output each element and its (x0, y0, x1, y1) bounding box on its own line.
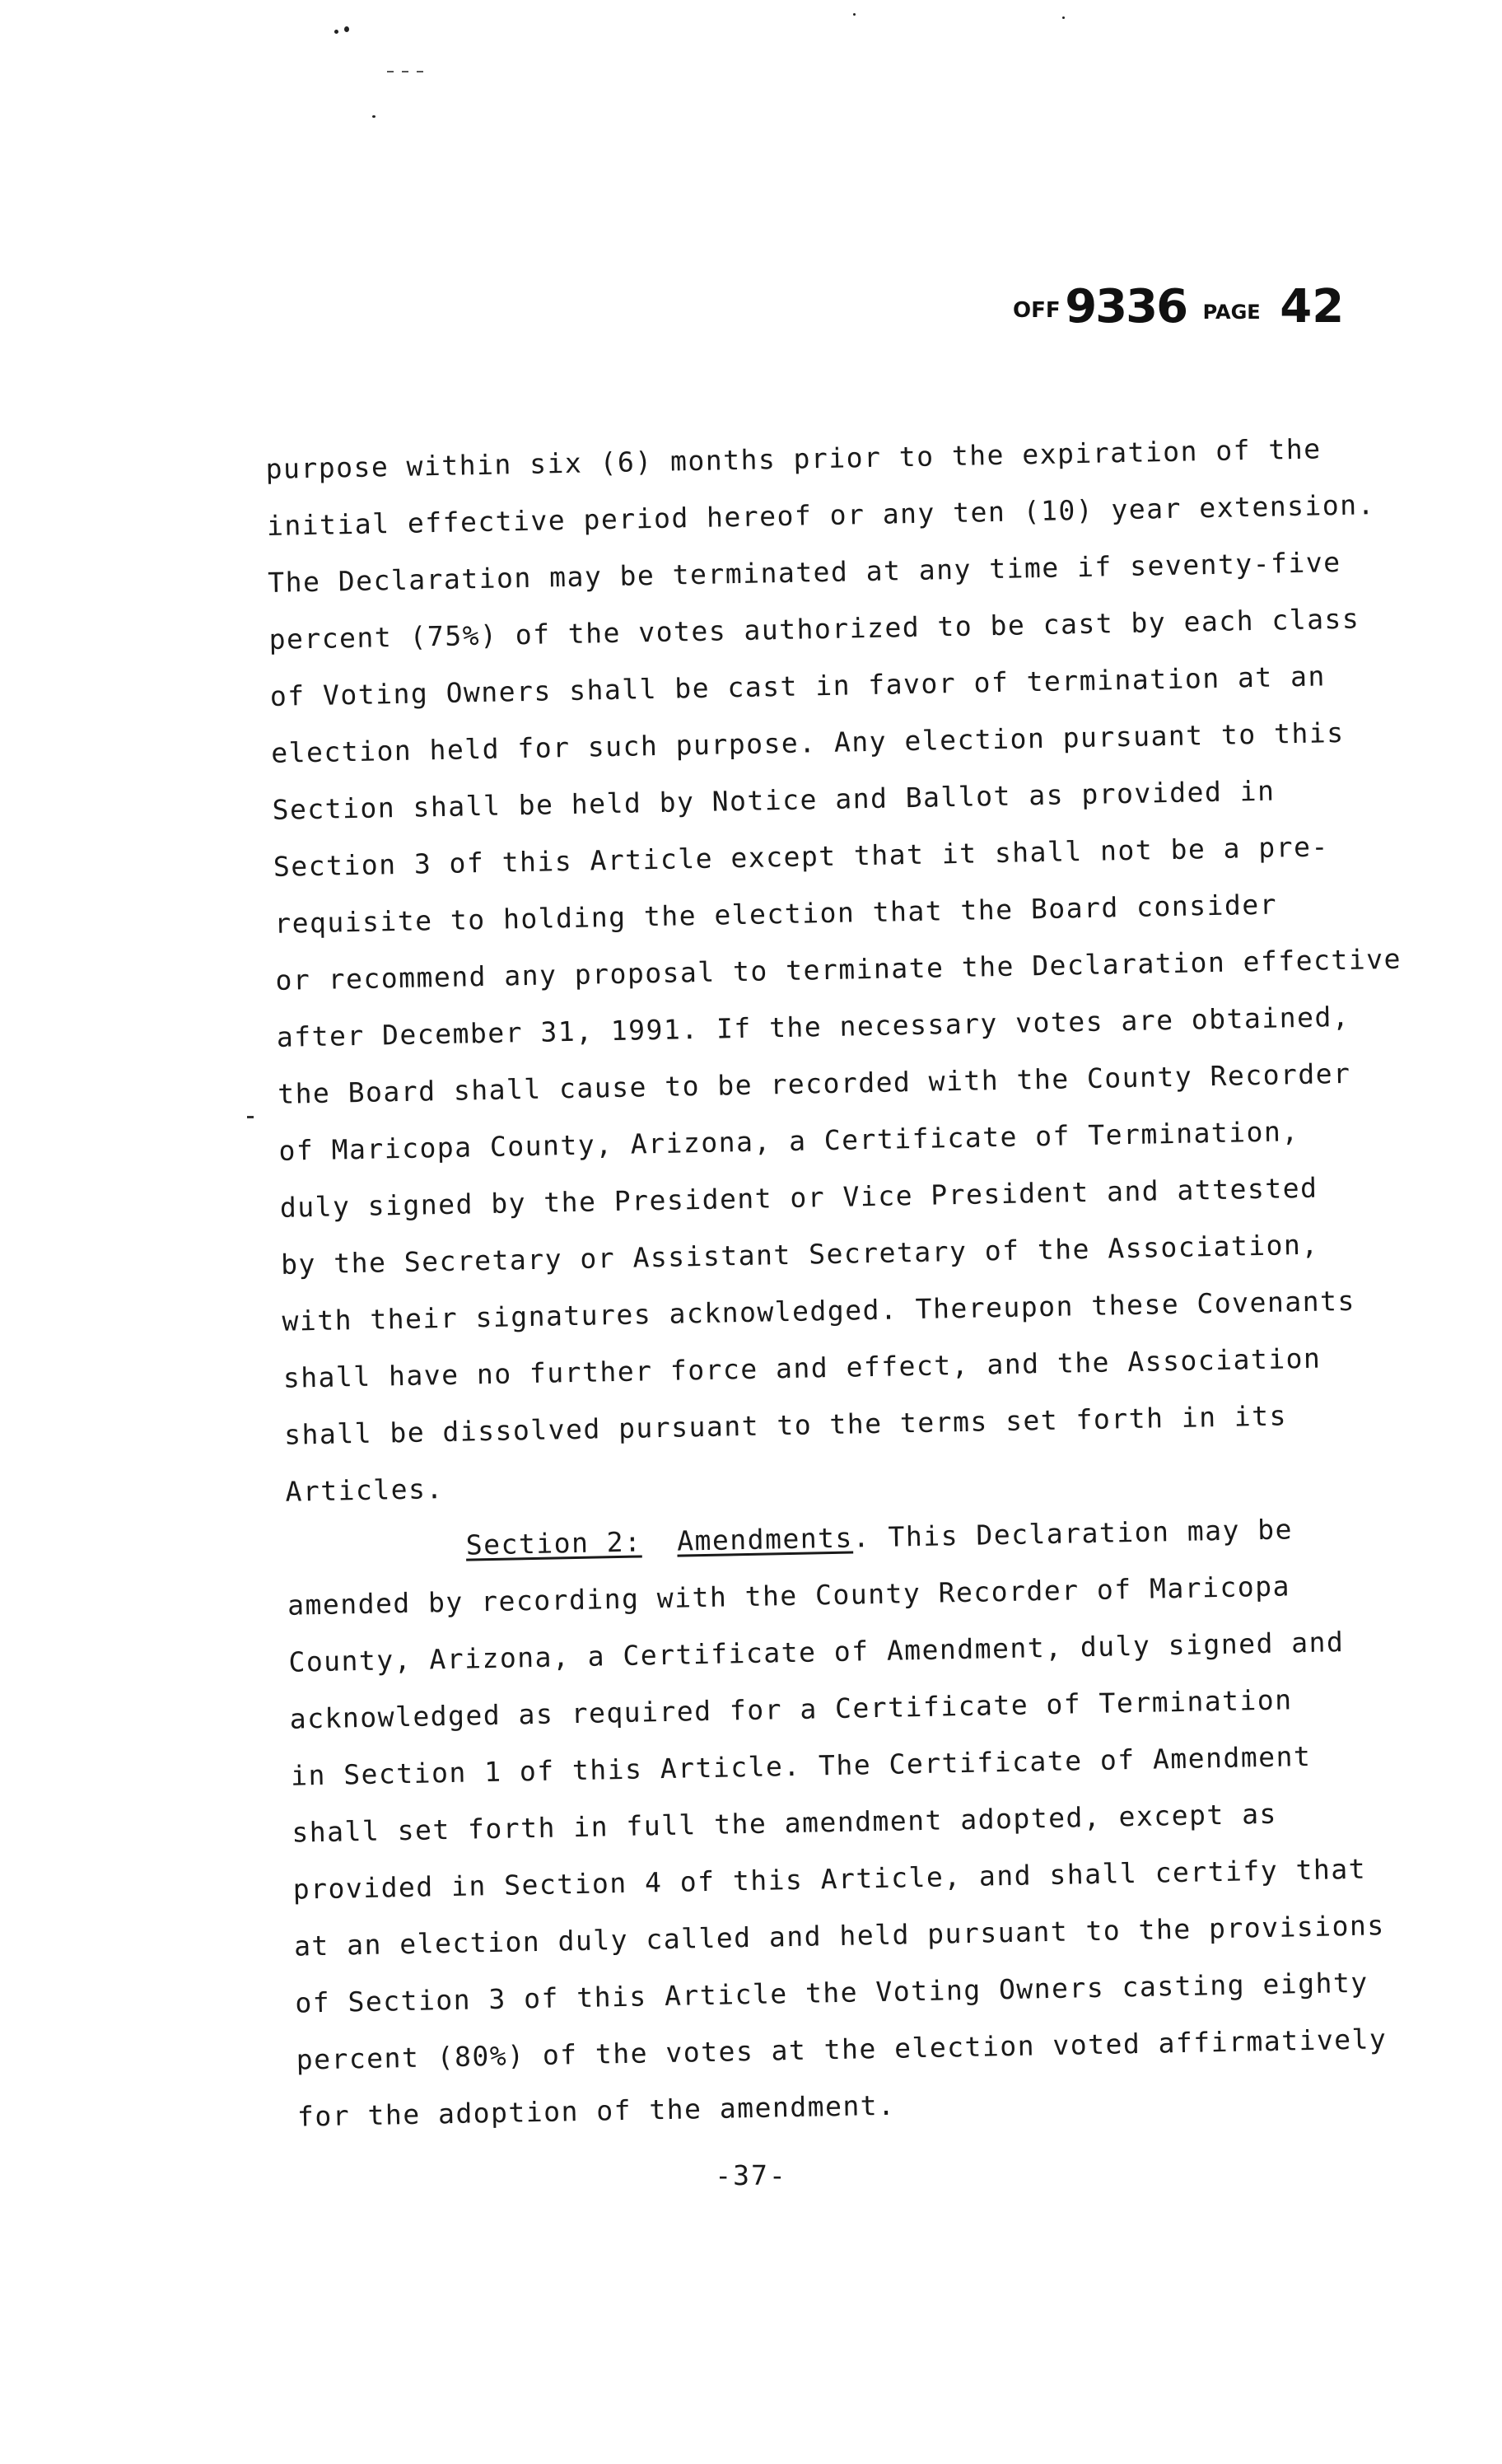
text-line: after December 31, 1991. If the necessary votes are obtained, (276, 1000, 1350, 1053)
text-line: shall have no further force and effect, and the Association (282, 1342, 1322, 1394)
text-line: duly signed by the President or Vice President and attested (279, 1171, 1318, 1224)
text-line: Section 3 of this Article except that it shall not be a pre- (273, 830, 1330, 883)
section-title: Amendments (676, 1521, 854, 1557)
text-line: with their signatures acknowledged. Thereupon these Covenants (282, 1284, 1356, 1337)
stamp-prefix: OFF (1013, 298, 1061, 323)
text-line: or recommend any proposal to terminate the Declaration effective (275, 942, 1402, 996)
scan-speck (387, 71, 394, 72)
text-line: for the adoption of the amendment. (296, 2088, 896, 2133)
scan-speck (417, 71, 423, 72)
text-line: County, Arizona, a Certificate of Amendment, duly signed and (288, 1626, 1345, 1678)
text-line: of Voting Owners shall be cast in favor of termination at an (269, 660, 1327, 712)
scan-speck (372, 115, 376, 118)
text-line: Articles. (285, 1472, 445, 1508)
section-first-line-text: . This Declaration may be (852, 1513, 1294, 1554)
scan-speck (334, 30, 338, 34)
text-line: amended by recording with the County Recorder of Maricopa (287, 1570, 1291, 1622)
text-line: The Declaration may be terminated at any time if seventy-five (267, 545, 1341, 599)
page-number: -37- (715, 2159, 787, 2191)
heading-gap (641, 1525, 677, 1558)
indent (287, 1555, 466, 1558)
text-line: at an election duly called and held pursuant to the provisions (293, 1909, 1386, 1962)
text-line: requisite to holding the election that the Board consider (273, 888, 1278, 940)
section-number: Section 2: (465, 1525, 642, 1561)
text-line: percent (75%) of the votes authorized to be cast by each class (268, 602, 1360, 656)
text-line: Section shall be held by Notice and Ballot as provided in (272, 774, 1276, 826)
text-line: the Board shall cause to be recorded with the County Recorder (277, 1057, 1351, 1110)
text-line: shall set forth in full the amendment adopted, except as (292, 1797, 1278, 1849)
text-line: election held for such purpose. Any election pursuant to this (270, 716, 1345, 769)
scan-speck (344, 26, 349, 32)
recorder-page-number: 42 (1280, 280, 1345, 334)
docket-number: 9336 (1065, 280, 1187, 334)
text-line: provided in Section 4 of this Article, and shall certify that (292, 1852, 1367, 1906)
recording-stamp (1013, 280, 1344, 334)
scan-speck (853, 13, 856, 16)
text-line: of Maricopa County, Arizona, a Certificate of Termination, (278, 1115, 1300, 1167)
text-line: of Section 3 of this Article the Voting Owners casting eighty (295, 1966, 1369, 2019)
text-line: shall be dissolved pursuant to the terms set forth in its (283, 1399, 1288, 1451)
margin-mark (247, 1116, 254, 1118)
text-line: initial effective period hereof or any ten (10) year extension. (266, 488, 1376, 542)
text-line: percent (80%) of the votes at the election voted affirmatively (296, 2023, 1388, 2076)
text-line: acknowledged as required for a Certificate of Termination (289, 1683, 1293, 1735)
text-line: by the Secretary or Assistant Secretary of the Association, (280, 1228, 1320, 1281)
scan-speck (402, 71, 408, 72)
scan-speck (1062, 16, 1065, 19)
text-line: in Section 1 of this Article. The Certificate of Amendment (290, 1739, 1312, 1792)
text-line: purpose within six (6) months prior to the expiration of the (265, 432, 1322, 485)
document-body (265, 418, 1450, 2144)
stamp-page-label: PAGE (1202, 301, 1261, 324)
